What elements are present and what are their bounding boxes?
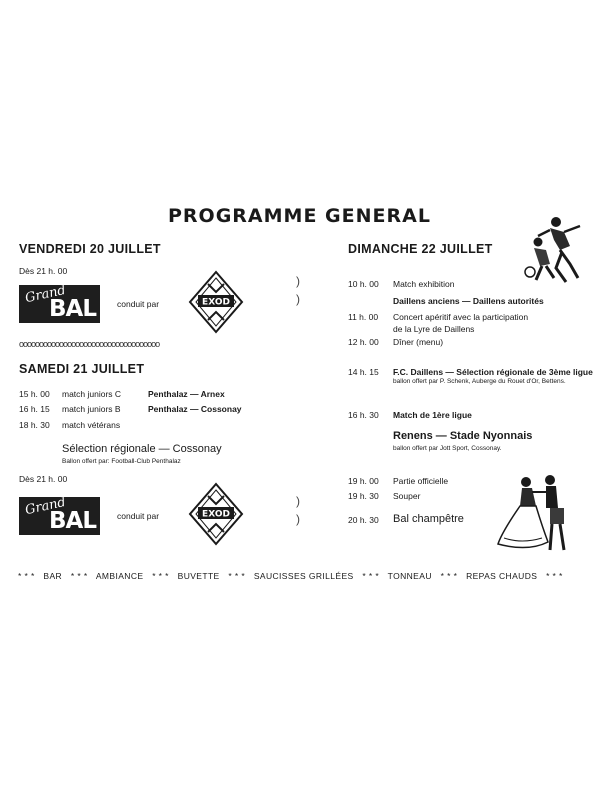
footer-item-buvette: BUVETTE xyxy=(177,571,220,581)
sunday-row-time: 19 h. 30 xyxy=(348,491,379,501)
footer-stars: * * * xyxy=(440,571,458,581)
footer-item-repas: REPAS CHAUDS xyxy=(466,571,538,581)
saturday-ballon: Ballon offert par: Football-Club Penthalaz xyxy=(62,458,181,465)
sunday-row-event: Match de 1ère ligue xyxy=(393,410,472,420)
exod-logo-text: EXOD xyxy=(202,509,230,520)
saturday-row-time: 16 h. 15 xyxy=(19,404,50,414)
saturday-row-time: 18 h. 30 xyxy=(19,420,50,430)
footer-item-ambiance: AMBIANCE xyxy=(95,571,144,581)
exod-logo-text: EXOD xyxy=(202,297,230,308)
sunday-row-event: F.C. Daillens — Sélection régionale de 3ème ligue xyxy=(393,367,593,377)
sunday-match-teams: Renens — Stade Nyonnais xyxy=(393,430,533,442)
fold-mark: ) xyxy=(296,292,300,306)
footer-stars: * * * xyxy=(228,571,246,581)
sunday-row-time: 12 h. 00 xyxy=(348,337,379,347)
saturday-row-event: match vétérans xyxy=(62,420,121,430)
saturday-row-event: match juniors C xyxy=(62,389,122,399)
footer-stars: * * * xyxy=(152,571,169,581)
grand-bal-bal-text: BAL xyxy=(49,296,96,322)
sunday-row-time: 11 h. 00 xyxy=(348,312,379,322)
footer-bar xyxy=(18,571,569,581)
saturday-row-teams: Penthalaz — Arnex xyxy=(148,389,225,399)
exod-diamond-logo-icon xyxy=(188,482,244,546)
fold-mark: ) xyxy=(296,274,300,288)
footer-item-tonneau: TONNEAU xyxy=(387,571,432,581)
footer-item-bar: BAR xyxy=(43,571,63,581)
sunday-heading: DIMANCHE 22 JUILLET xyxy=(348,242,493,256)
sunday-row-event: Partie officielle xyxy=(393,476,449,486)
footer-item-saucisses: SAUCISSES GRILLÉES xyxy=(253,571,354,581)
sunday-row-event: Bal champêtre xyxy=(393,513,464,525)
footer-stars: * * * xyxy=(18,571,35,581)
sunday-row-event: Match exhibition xyxy=(393,279,455,289)
separator: ooooooooooooooooooooooooooooooooooo xyxy=(19,339,160,349)
sunday-row-ballon: ballon offert par Jott Sport, Cossonay. xyxy=(393,445,502,452)
sunday-row-event-line2: de la Lyre de Daillens xyxy=(393,324,475,334)
friday-heading: VENDREDI 20 JUILLET xyxy=(19,242,161,256)
fold-mark: ) xyxy=(296,512,300,526)
grand-bal-logo xyxy=(19,282,100,323)
sunday-row-time: 16 h. 30 xyxy=(348,410,379,420)
grand-bal-grand-text: Grand xyxy=(23,494,68,519)
dancers-illustration-icon xyxy=(492,472,584,558)
saturday-heading: SAMEDI 21 JUILLET xyxy=(19,362,145,376)
grand-bal-grand-text: Grand xyxy=(23,282,68,307)
saturday-row-event: match juniors B xyxy=(62,404,121,414)
fold-mark: ) xyxy=(296,494,300,508)
friday-conduit-text: conduit par xyxy=(117,299,160,309)
footer-stars: * * * xyxy=(362,571,380,581)
saturday-selection: Sélection régionale — Cossonay xyxy=(62,443,222,455)
grand-bal-bal-text: BAL xyxy=(49,508,96,534)
sunday-row-time: 14 h. 15 xyxy=(348,367,379,377)
saturday-row-time: 15 h. 00 xyxy=(19,389,50,399)
grand-bal-logo xyxy=(19,494,100,535)
footer-stars: * * * xyxy=(70,571,88,581)
footer-stars: * * * xyxy=(546,571,563,581)
friday-time: Dès 21 h. 00 xyxy=(19,266,68,276)
sunday-row-event: Concert apéritif avec la participation xyxy=(393,312,529,322)
page-title: PROGRAMME GENERAL xyxy=(168,205,431,227)
footballers-illustration-icon xyxy=(520,212,588,292)
sunday-row-event: Dîner (menu) xyxy=(393,337,444,347)
sunday-row-time: 10 h. 00 xyxy=(348,279,379,289)
sunday-row-event-sub: Daillens anciens — Daillens autorités xyxy=(393,296,544,306)
saturday-row-teams: Penthalaz — Cossonay xyxy=(148,404,242,414)
exod-diamond-logo-icon xyxy=(188,270,244,334)
saturday-conduit-text: conduit par xyxy=(117,511,160,521)
saturday-time: Dès 21 h. 00 xyxy=(19,474,68,484)
sunday-row-time: 19 h. 00 xyxy=(348,476,379,486)
sunday-row-ballon: ballon offert par P. Schenk, Auberge du Rouet d'Or, Bettens. xyxy=(393,378,566,385)
sunday-row-event: Souper xyxy=(393,491,421,501)
sunday-row-time: 20 h. 30 xyxy=(348,515,379,525)
